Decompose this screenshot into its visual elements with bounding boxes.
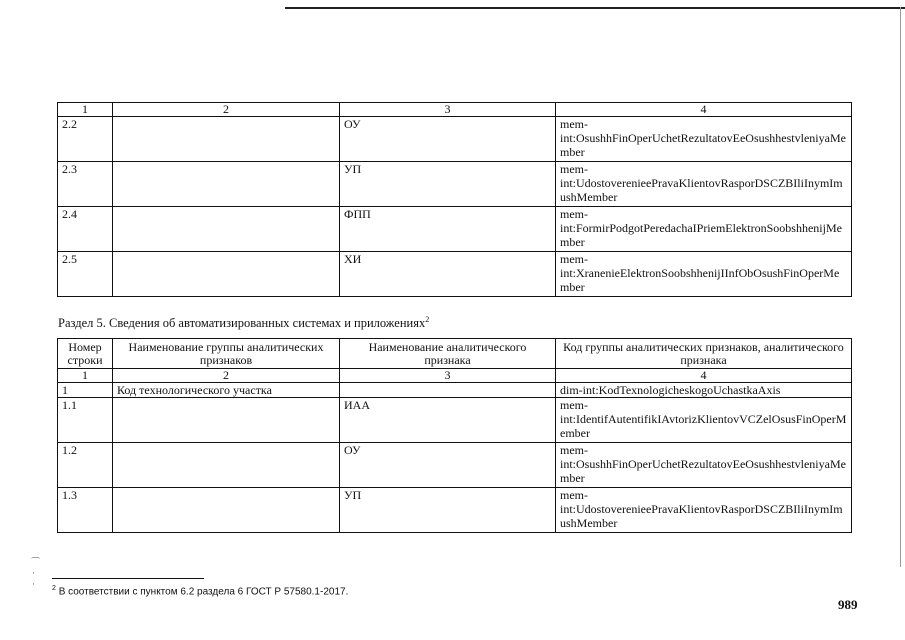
page-number: 989 xyxy=(838,597,858,612)
code-cell: mem-int:OsushhFinOperUchetRezultatovEeOsushhestvleniyaMember xyxy=(556,443,852,488)
sign-name-cell: ОУ xyxy=(340,443,556,488)
code-cell: mem-int:FormirPodgotPeredachaIPriemElektronSoobshhenijMember xyxy=(556,207,852,252)
sign-name-cell: УП xyxy=(340,162,556,207)
row-number: 1.2 xyxy=(58,443,113,488)
column-number: 2 xyxy=(113,369,340,383)
column-number: 3 xyxy=(340,369,556,383)
section-title xyxy=(58,315,429,331)
row-number: 2.3 xyxy=(58,162,113,207)
code-cell: mem-int:OsushhFinOperUchetRezultatovEeOsushhestvleniyaMember xyxy=(556,117,852,162)
footnote-mark: 2 xyxy=(52,585,56,592)
code-cell: mem-int:IdentifAutentifikIAvtorizKlientovVCZelOsusFinOperMember xyxy=(556,398,852,443)
code-cell: mem-int:UdostoverenieePravaKlientovRasporDSCZBIliInymImushMember xyxy=(556,162,852,207)
analytic-signs-table-continued xyxy=(57,102,852,297)
scan-margin-marks: ⁀ · · xyxy=(32,557,40,589)
footnote-reference: 2 xyxy=(425,315,430,324)
row-number: 2.4 xyxy=(58,207,113,252)
column-number-row xyxy=(58,103,852,117)
row-number: 2.5 xyxy=(58,252,113,297)
group-name-cell: Код технологического участка xyxy=(113,383,340,398)
column-number: 1 xyxy=(58,369,113,383)
column-header: Наименование аналитического признака xyxy=(340,339,556,369)
column-header: Номер строки xyxy=(58,339,113,369)
group-name-cell xyxy=(113,117,340,162)
header-row xyxy=(58,339,852,369)
column-number: 4 xyxy=(556,369,852,383)
column-number-row xyxy=(58,369,852,383)
sign-name-cell xyxy=(340,383,556,398)
right-edge-rule xyxy=(900,7,901,567)
column-header: Наименование группы аналитических признаков xyxy=(113,339,340,369)
footnote xyxy=(52,585,348,597)
sign-name-cell: ИАА xyxy=(340,398,556,443)
table-row xyxy=(58,443,852,488)
column-number: 2 xyxy=(113,103,340,117)
code-cell: dim-int:KodTexnologicheskogoUchastkaAxis xyxy=(556,383,852,398)
sign-name-cell: УП xyxy=(340,488,556,533)
table-row xyxy=(58,207,852,252)
code-cell: mem-int:UdostoverenieePravaKlientovRasporDSCZBIliInymImushMember xyxy=(556,488,852,533)
group-name-cell xyxy=(113,398,340,443)
row-number: 1 xyxy=(58,383,113,398)
column-number: 4 xyxy=(556,103,852,117)
group-name-cell xyxy=(113,162,340,207)
group-name-cell xyxy=(113,207,340,252)
row-number: 1.1 xyxy=(58,398,113,443)
table-row xyxy=(58,398,852,443)
section-title-text: Раздел 5. Сведения об автоматизированных системах и приложениях xyxy=(58,316,426,331)
group-name-cell xyxy=(113,252,340,297)
table-row xyxy=(58,117,852,162)
footnote-text: В соответствии с пунктом 6.2 раздела 6 ГОСТ Р 57580.1-2017. xyxy=(58,586,349,598)
column-number: 1 xyxy=(58,103,113,117)
top-rule xyxy=(285,7,905,9)
group-name-cell xyxy=(113,443,340,488)
table-row xyxy=(58,383,852,398)
table-row xyxy=(58,488,852,533)
automated-systems-table xyxy=(57,338,852,533)
sign-name-cell: ХИ xyxy=(340,252,556,297)
group-name-cell xyxy=(113,488,340,533)
table-row xyxy=(58,162,852,207)
code-cell: mem-int:XranenieElektronSoobshhenijIInfObOsushFinOperMember xyxy=(556,252,852,297)
column-header: Код группы аналитических признаков, аналитического признака xyxy=(556,339,852,369)
row-number: 2.2 xyxy=(58,117,113,162)
sign-name-cell: ФПП xyxy=(340,207,556,252)
column-number: 3 xyxy=(340,103,556,117)
table-row xyxy=(58,252,852,297)
sign-name-cell: ОУ xyxy=(340,117,556,162)
footnote-divider xyxy=(52,578,204,579)
row-number: 1.3 xyxy=(58,488,113,533)
